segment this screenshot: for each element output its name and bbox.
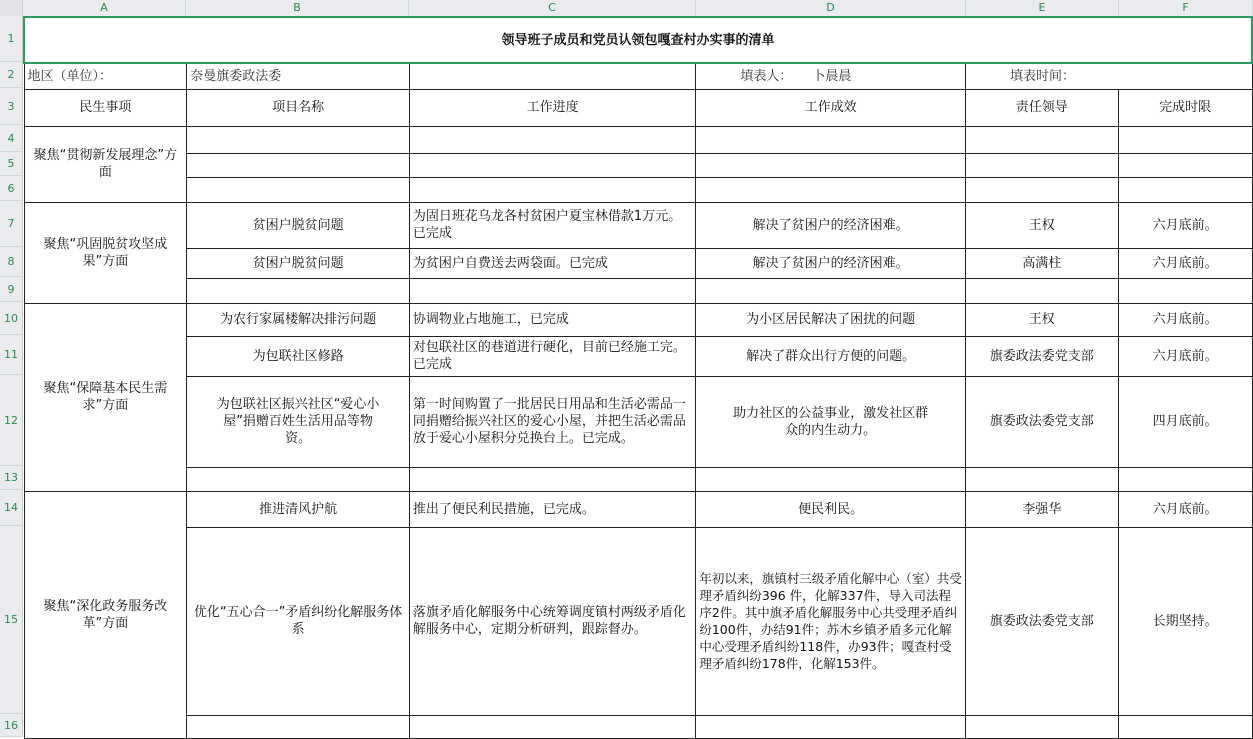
section-new-development[interactable]: 聚焦“贯彻新发展理念”方面 xyxy=(24,126,187,202)
cell[interactable] xyxy=(965,153,1118,177)
header-effect[interactable]: 工作成效 xyxy=(696,89,966,126)
deadline[interactable]: 六月底前。 xyxy=(1118,336,1252,376)
row-header-13[interactable]: 13 xyxy=(0,466,22,490)
row-header-11[interactable]: 11 xyxy=(0,335,22,375)
column-header-d[interactable]: D xyxy=(696,0,966,16)
responsible-leader[interactable]: 旗委政法委党支部 xyxy=(965,336,1118,376)
info-blank-c2[interactable] xyxy=(409,63,695,89)
row-header-9[interactable]: 9 xyxy=(0,277,22,302)
filler-value: 卜晨晨 xyxy=(812,68,852,84)
work-progress[interactable]: 为贫困户自费送去两袋面。已完成 xyxy=(409,248,695,278)
cell[interactable] xyxy=(696,278,966,303)
row-header-1[interactable]: 1 xyxy=(0,16,22,62)
work-effect[interactable]: 助力社区的公益事业，激发社区群众的内生动力。 xyxy=(696,376,966,467)
cell[interactable] xyxy=(1118,715,1252,738)
project-name[interactable]: 为农行家属楼解决排污问题 xyxy=(187,303,410,336)
column-header-c[interactable]: C xyxy=(409,0,696,16)
cell[interactable] xyxy=(965,715,1118,738)
cell[interactable] xyxy=(187,715,410,738)
deadline[interactable]: 六月底前。 xyxy=(1118,202,1252,248)
responsible-leader[interactable]: 高满柱 xyxy=(965,248,1118,278)
sheet-title[interactable]: 领导班子成员和党员认领包嘎查村办实事的清单 xyxy=(24,17,1252,63)
row-header-7[interactable]: 7 xyxy=(0,201,22,247)
cell[interactable] xyxy=(409,177,695,202)
work-progress[interactable]: 为固日班花乌龙各村贫困户夏宝林借款1万元。已完成 xyxy=(409,202,695,248)
responsible-leader[interactable]: 王权 xyxy=(965,202,1118,248)
deadline[interactable]: 六月底前。 xyxy=(1118,491,1252,527)
cell[interactable] xyxy=(1118,177,1252,202)
work-effect[interactable]: 年初以来，旗镇村三级矛盾化解中心（室）共受理矛盾纠纷396 件，化解337件，导入司法程序2件。其中旗矛盾化解服务中心共受理矛盾纠纷100件，办结91件；苏木乡镇矛盾多元化解中心受理矛盾纠纷118件，办93件；嘎查村受理矛盾纠纷178件，化解153件。 xyxy=(696,527,966,715)
responsible-leader[interactable]: 王权 xyxy=(965,303,1118,336)
project-name[interactable]: 为包联社区修路 xyxy=(187,336,410,376)
work-effect[interactable]: 便民利民。 xyxy=(696,491,966,527)
cell[interactable] xyxy=(409,467,695,491)
deadline[interactable]: 六月底前。 xyxy=(1118,303,1252,336)
select-all-corner[interactable] xyxy=(0,0,23,16)
cell[interactable] xyxy=(187,177,410,202)
row-header-6[interactable]: 6 xyxy=(0,176,22,201)
row-header-10[interactable]: 10 xyxy=(0,302,22,335)
row-header-2[interactable]: 2 xyxy=(0,62,22,88)
cell[interactable] xyxy=(965,126,1118,153)
work-effect[interactable]: 解决了贫困户的经济困难。 xyxy=(696,248,966,278)
region-value[interactable]: 奈曼旗委政法委 xyxy=(187,63,410,89)
project-name[interactable]: 为包联社区振兴社区“爱心小屋”捐赠百姓生活用品等物资。 xyxy=(187,376,410,467)
work-effect[interactable]: 解决了贫困户的经济困难。 xyxy=(696,202,966,248)
project-name[interactable]: 贫困户脱贫问题 xyxy=(187,248,410,278)
row-header-16[interactable]: 16 xyxy=(0,714,22,737)
row-header-15[interactable]: 15 xyxy=(0,526,22,714)
cell[interactable] xyxy=(187,467,410,491)
row-header-3[interactable]: 3 xyxy=(0,88,22,125)
header-deadline[interactable]: 完成时限 xyxy=(1118,89,1252,126)
work-progress[interactable]: 落旗矛盾化解服务中心统筹调度镇村两级矛盾化解服务中心，定期分析研判，跟踪督办。 xyxy=(409,527,695,715)
cell[interactable] xyxy=(409,153,695,177)
cell[interactable] xyxy=(409,126,695,153)
data-grid xyxy=(23,16,1253,739)
cell[interactable] xyxy=(1118,126,1252,153)
row-header-4[interactable]: 4 xyxy=(0,125,22,152)
column-header-b[interactable]: B xyxy=(186,0,409,16)
column-header-f[interactable]: F xyxy=(1119,0,1253,16)
responsible-leader[interactable]: 旗委政法委党支部 xyxy=(965,376,1118,467)
work-progress[interactable]: 协调物业占地施工，已完成 xyxy=(409,303,695,336)
project-name[interactable]: 推进清风护航 xyxy=(187,491,410,527)
work-progress[interactable]: 推出了便民利民措施，已完成。 xyxy=(409,491,695,527)
section-livelihood[interactable]: 聚焦“保障基本民生需求”方面 xyxy=(24,303,187,491)
responsible-leader[interactable]: 李强华 xyxy=(965,491,1118,527)
responsible-leader[interactable]: 旗委政法委党支部 xyxy=(965,527,1118,715)
work-progress[interactable]: 对包联社区的巷道进行硬化，目前已经施工完。已完成 xyxy=(409,336,695,376)
header-leader[interactable]: 责任领导 xyxy=(965,89,1118,126)
project-name[interactable]: 贫困户脱贫问题 xyxy=(187,202,410,248)
column-header-a[interactable]: A xyxy=(23,0,186,16)
deadline[interactable]: 四月底前。 xyxy=(1118,376,1252,467)
cell[interactable] xyxy=(696,467,966,491)
column-header-bar xyxy=(0,0,1253,17)
work-effect[interactable]: 为小区居民解决了困扰的问题 xyxy=(696,303,966,336)
column-header-e[interactable]: E xyxy=(966,0,1119,16)
project-name[interactable]: 优化“五心合一”矛盾纠纷化解服务体系 xyxy=(187,527,410,715)
region-label[interactable]: 地区（单位）： xyxy=(24,63,187,89)
cell[interactable] xyxy=(696,153,966,177)
cell[interactable] xyxy=(187,278,410,303)
work-progress[interactable]: 第一时间购置了一批居民日用品和生活必需品一同捐赠给振兴社区的爱心小屋，并把生活必需品放于爱心小屋积分兑换台上。已完成。 xyxy=(409,376,695,467)
row-header-12[interactable]: 12 xyxy=(0,375,22,466)
cell[interactable] xyxy=(965,467,1118,491)
cell[interactable] xyxy=(696,126,966,153)
cell[interactable] xyxy=(965,278,1118,303)
filler-cell[interactable] xyxy=(696,63,966,89)
cell[interactable] xyxy=(1118,278,1252,303)
work-effect[interactable]: 解决了群众出行方便的问题。 xyxy=(696,336,966,376)
row-header-bar xyxy=(0,16,23,737)
section-poverty[interactable]: 聚焦“巩固脱贫攻坚成果”方面 xyxy=(24,202,187,303)
cell[interactable] xyxy=(696,177,966,202)
cell[interactable] xyxy=(1118,153,1252,177)
header-livelihood[interactable]: 民生事项 xyxy=(24,89,187,126)
deadline[interactable]: 六月底前。 xyxy=(1118,248,1252,278)
cell[interactable] xyxy=(409,278,695,303)
cell[interactable] xyxy=(696,715,966,738)
header-project-name[interactable]: 项目名称 xyxy=(187,89,410,126)
date-label: 填表时间： xyxy=(1009,68,1075,84)
deadline[interactable]: 长期坚持。 xyxy=(1118,527,1252,715)
section-government-service[interactable]: 聚焦“深化政务服务改革”方面 xyxy=(24,491,187,738)
row-header-5[interactable]: 5 xyxy=(0,152,22,176)
cell[interactable] xyxy=(409,715,695,738)
filler-label: 填表人： xyxy=(740,68,793,84)
cell[interactable] xyxy=(1118,467,1252,491)
date-cell[interactable] xyxy=(965,63,1252,89)
cell[interactable] xyxy=(187,126,410,153)
row-header-14[interactable]: 14 xyxy=(0,490,22,526)
cell[interactable] xyxy=(965,177,1118,202)
header-progress[interactable]: 工作进度 xyxy=(409,89,695,126)
row-header-8[interactable]: 8 xyxy=(0,247,22,277)
cell[interactable] xyxy=(187,153,410,177)
